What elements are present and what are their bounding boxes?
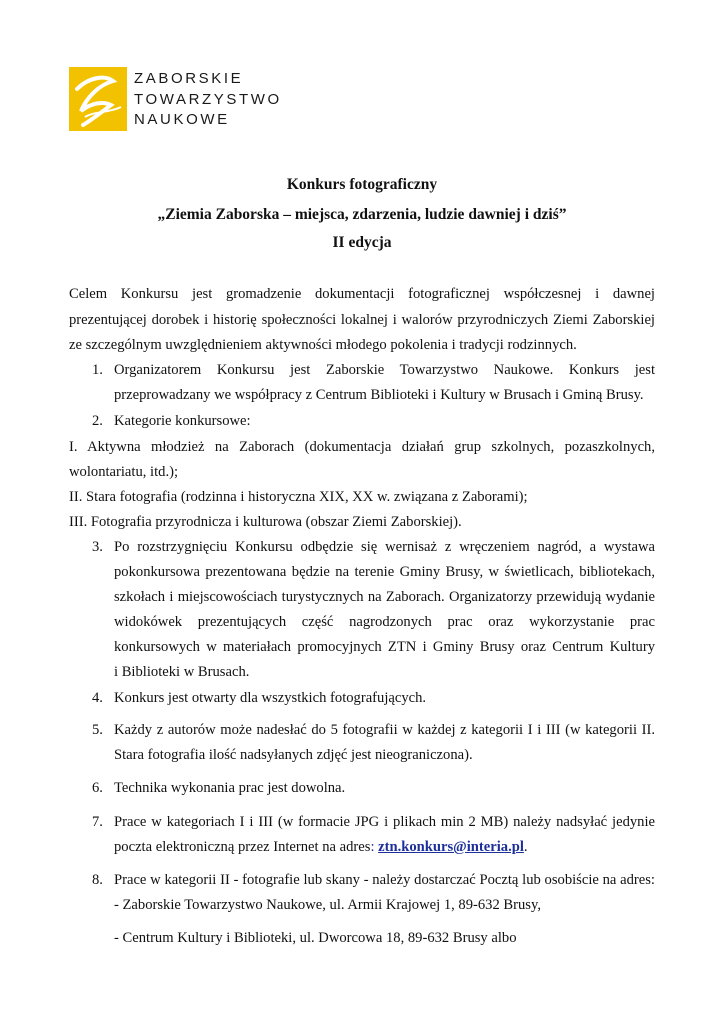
item-4-text: Konkurs jest otwarty dla wszystkich fotografujących.: [114, 690, 427, 706]
logo-wordmark: [134, 69, 282, 131]
item-7-text: Prace w kategoriach I i III (w formacie JPG i plikach min 2 MB) należy nadsyłać jedynie: [114, 814, 655, 830]
contest-email-link[interactable]: ztn.konkurs@interia.pl: [378, 839, 524, 855]
item-number: 5.: [92, 722, 103, 738]
item-number: 6.: [92, 780, 103, 796]
category-2: II. Stara fotografia (rodzinna i historyczna XIX, XX w. związana z Zaborami);: [69, 489, 528, 505]
item-7-text: [114, 839, 655, 856]
logo-line-3: NAUKOWE: [134, 111, 230, 128]
item-3-text: i Biblioteki w Brusach.: [114, 664, 250, 680]
item-number: 3.: [92, 539, 103, 555]
item-8-text: Prace w kategorii II - fotografie lub skany - należy dostarczać Pocztą lub osobiście na adres:: [114, 872, 655, 888]
address-library: - Centrum Kultury i Biblioteki, ul. Dworcowa 18, 89-632 Brusy albo: [114, 930, 517, 946]
address-ztn: - Zaborskie Towarzystwo Naukowe, ul. Armii Krajowej 1, 89-632 Brusy,: [114, 897, 541, 913]
item-7-text-start: poczta elektroniczną przez Internet na adres: [114, 839, 371, 855]
item-3-text: pokonkursowa prezentowana będzie na terenie Gminy Brusy, w świetlicach, bibliotekach,: [114, 564, 655, 580]
category-3: III. Fotografia przyrodnicza i kulturowa (obszar Ziemi Zaborskiej).: [69, 514, 462, 530]
item-6-text: Technika wykonania prac jest dowolna.: [114, 780, 346, 796]
item-2-text: Kategorie konkursowe:: [114, 413, 251, 429]
item-number: 2.: [92, 413, 103, 429]
item-3-text: konkursowych w materiałach promocyjnych ZTN i Gminy Brusy oraz Centrum Kultury: [114, 639, 655, 655]
item-number: 4.: [92, 690, 103, 706]
item-3-text: widokówek prezentujących część nagrodzonych prac oraz wykorzystanie prac: [114, 614, 655, 630]
document-title: Konkurs fotograficzny: [286, 176, 438, 193]
logo-line-1: ZABORSKIE: [134, 70, 244, 87]
item-1-text: przeprowadzany we współpracy z Centrum Biblioteki i Kultury w Brusach i Gminą Brusy.: [114, 387, 644, 403]
logo-line-2: TOWARZYSTWO: [134, 90, 282, 108]
item-5-text: Każdy z autorów może nadesłać do 5 fotografii w każdej z kategorii I i III (w kategorii II.: [114, 722, 655, 738]
edition-label: II edycja: [332, 234, 392, 251]
category-1: I. Aktywna młodzież na Zaborach (dokumentacja działań grup szkolnych, pozaszkolnych,: [69, 439, 655, 455]
item-number: 1.: [92, 362, 103, 378]
intro-line: Celem Konkursu jest gromadzenie dokumentacji fotograficznej współczesnej i dawnej: [69, 286, 655, 302]
organization-logo: [69, 67, 282, 135]
intro-line: ze szczególnym uwzględnieniem aktywności młodego pokolenia i tradycji rodzinnych.: [69, 337, 577, 353]
period: .: [523, 839, 528, 855]
item-3-text: Po rozstrzygnięciu Konkursu odbędzie się wernisaż z wręczeniem nagród, a wystawa: [114, 539, 655, 555]
item-number: 8.: [92, 872, 103, 888]
item-1-text: Organizatorem Konkursu jest Zaborskie Towarzystwo Naukowe. Konkurs jest: [114, 362, 655, 378]
intro-line: prezentującej dorobek i historię społeczności lokalnej i walorów przyrodniczych Ziemi Zaborskiej: [69, 312, 655, 328]
contest-name: „Ziemia Zaborska – miejsca, zdarzenia, ludzie dawniej i dziś”: [157, 206, 567, 223]
item-5-text: Stara fotografia ilość nadsyłanych zdjęć jest nieograniczona).: [114, 747, 473, 763]
category-1: wolontariatu, itd.);: [69, 464, 179, 480]
ztn-logo-mark: [69, 67, 127, 131]
item-number: 7.: [92, 814, 103, 830]
item-3-text: szkołach i miejscowościach turystycznych na Zaborach. Organizatorzy przewidują wydanie: [114, 589, 655, 605]
colon: :: [370, 839, 379, 855]
